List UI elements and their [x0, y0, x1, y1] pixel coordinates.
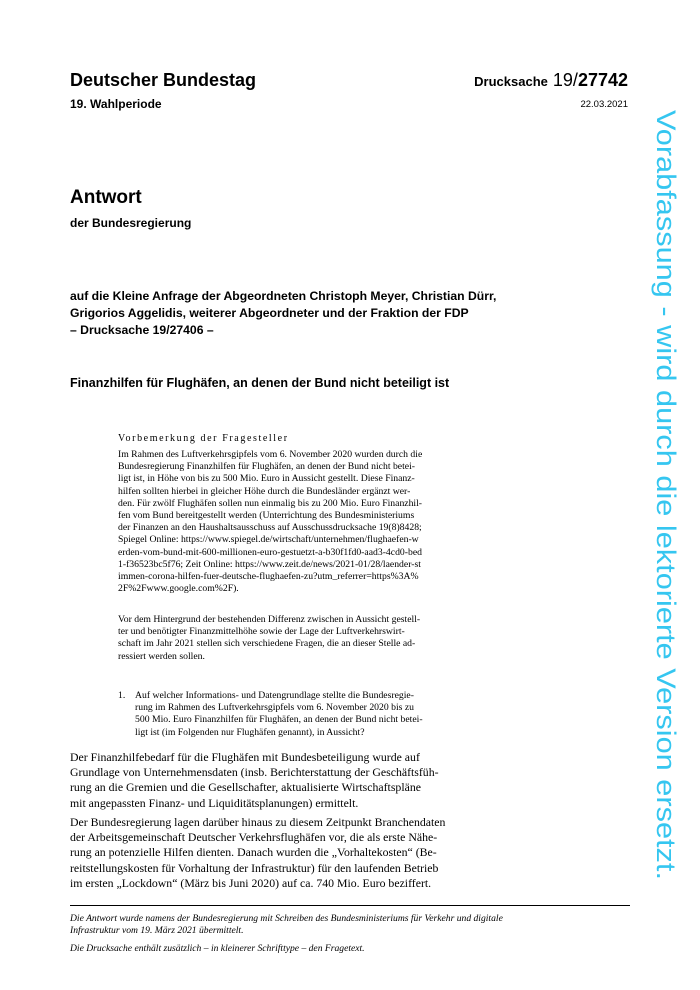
text-line: Bundesregierung Finanzhilfen für Flughäfen, an denen der Bund nicht betei- [118, 461, 415, 473]
answer-paragraph-1 [70, 750, 630, 811]
question-text [135, 690, 484, 739]
text-line: reitstellungskosten für Vorhaltung der Infrastruktur) für den laufenden Betrieb [70, 860, 439, 875]
text-line: den. Für zwölf Flughäfen sollen nun einmalig bis zu 200 Mio. Euro Finanzhil- [118, 497, 423, 509]
text-line: ligt ist (im Folgenden nur Flughäfen genannt), in Aussicht? [135, 726, 365, 738]
drucksache-prefix: 19/ [552, 70, 578, 90]
drucksache-label: Drucksache [474, 74, 548, 89]
text-line: erden-vom-bund-mit-600-millionen-euro-gestuetzt-a-b30f1fd0-aad3-4cd0-bed [118, 546, 422, 558]
text-line: rung an die Gremien und die Gesellschafter, aktualisierte Wirtschaftspläne [70, 780, 421, 795]
watermark-text: Vorabfassung - wird durch die lektorierte Version ersetzt. [651, 110, 681, 787]
text-line: Vor dem Hintergrund der bestehenden Differenz zwischen in Aussicht gestell- [118, 614, 421, 625]
text-line: 500 Mio. Euro Finanzhilfen für Flughäfen, an denen der Bund nicht betei- [135, 714, 423, 726]
text-line: der Finanzen an den Haushaltsausschuss auf Ausschussdrucksache 19(8)8428; [118, 522, 422, 534]
anfrage-reference [70, 288, 610, 339]
draft-watermark [646, 110, 686, 890]
text-line: Infrastruktur vom 19. März 2021 übermittelt. [70, 925, 244, 936]
footer-divider [70, 905, 630, 906]
text-line: schaft im Jahr 2021 stellen sich verschiedene Fragen, die an dieser Stelle ad- [118, 638, 416, 650]
document-title: Antwort [70, 187, 142, 208]
drucksache-number [474, 70, 628, 91]
vorbemerkung-paragraph-1 [118, 449, 484, 595]
drucksache-num: 27742 [577, 70, 628, 90]
vorbemerkung-paragraph-2 [118, 614, 484, 663]
subject-heading: Finanzhilfen für Flughäfen, an denen der Bund nicht beteiligt ist [70, 376, 450, 390]
text-line: ressiert werden sollen. [118, 650, 205, 662]
institution-name: Deutscher Bundestag [70, 70, 257, 90]
text-line: der Arbeitsgemeinschaft Deutscher Verkehrsflughäfen vor, die als erste Nähe- [70, 830, 438, 845]
text-line: ligt ist, in Höhe von bis zu 500 Mio. Euro in Aussicht gestellt. Diese Finanz- [118, 473, 415, 485]
document-date: 22.03.2021 [580, 99, 628, 110]
footer-note-2: Die Drucksache enthält zusätzlich – in kleinerer Schrifttype – den Fragetext. [70, 943, 365, 954]
text-line: 2F%2Fwww.google.com%2F). [118, 583, 239, 595]
text-line: Der Bundesregierung lagen darüber hinaus zu diesem Zeitpunkt Branchendaten [70, 815, 446, 829]
answer-paragraph-2 [70, 815, 630, 891]
text-line: mit angepassten Finanz- und Liquiditätsplanungen) ermittelt. [70, 795, 359, 810]
text-line: Spiegel Online: https://www.spiegel.de/wirtschaft/unternehmen/flughaefen-w [118, 534, 419, 546]
wahlperiode: 19. Wahlperiode [70, 97, 162, 111]
text-line: Die Antwort wurde namens der Bundesregierung mit Schreiben des Bundesministeriums für Verkehr und digitale [70, 913, 503, 924]
text-line: Grundlage von Unternehmensdaten (insb. Berichterstattung der Geschäftsfüh- [70, 765, 439, 780]
text-line: im ersten „Lockdown“ (März bis Juni 2020) auf ca. 740 Mio. Euro beziffert. [70, 875, 432, 890]
anfrage-line: – Drucksache 19/27406 – [70, 323, 214, 337]
anfrage-line: Grigorios Aggelidis, weiterer Abgeordneter und der Fraktion der FDP [70, 306, 469, 320]
anfrage-line: auf die Kleine Anfrage der Abgeordneten Christoph Meyer, Christian Dürr, [70, 289, 497, 303]
text-line: hilfen sollten hierbei in gleicher Höhe durch die Bundesländer ergänzt wer- [118, 485, 411, 497]
text-line: ter und benötigter Finanzmittelhöhe sowie der Lage der Luftverkehrswirt- [118, 626, 405, 638]
text-line: 1-f36523bc5f76; Zeit Online: https://www.zeit.de/news/2021-01/28/laender-st [118, 558, 421, 570]
document-subtitle: der Bundesregierung [70, 216, 192, 230]
question-number: 1. [118, 690, 126, 701]
text-line: immen-corona-hilfen-fuer-deutsche-flughaefen-zu?utm_referrer=https%3A% [118, 571, 419, 583]
question-1 [118, 690, 484, 739]
text-line: rung an potenzielle Hilfen dienten. Danach wurden die „Vorhaltekosten“ (Be- [70, 845, 437, 860]
text-line: Im Rahmen des Luftverkehrsgipfels vom 6. November 2020 wurden durch die [118, 449, 423, 460]
text-line: rung im Rahmen des Luftverkehrsgipfels vom 6. November 2020 bis zu [135, 702, 414, 714]
vorbemerkung-heading: Vorbemerkung der Fragesteller [118, 433, 289, 444]
footer-note-1 [70, 913, 630, 937]
text-line: Der Finanzhilfebedarf für die Flughäfen mit Bundesbeteiligung wurde auf [70, 750, 420, 764]
text-line: Auf welcher Informations- und Datengrundlage stellte die Bundesregie- [135, 690, 414, 701]
text-line: fen vom Bund bereitgestellt werden (Unterrichtung des Bundesministeriums [118, 510, 415, 522]
